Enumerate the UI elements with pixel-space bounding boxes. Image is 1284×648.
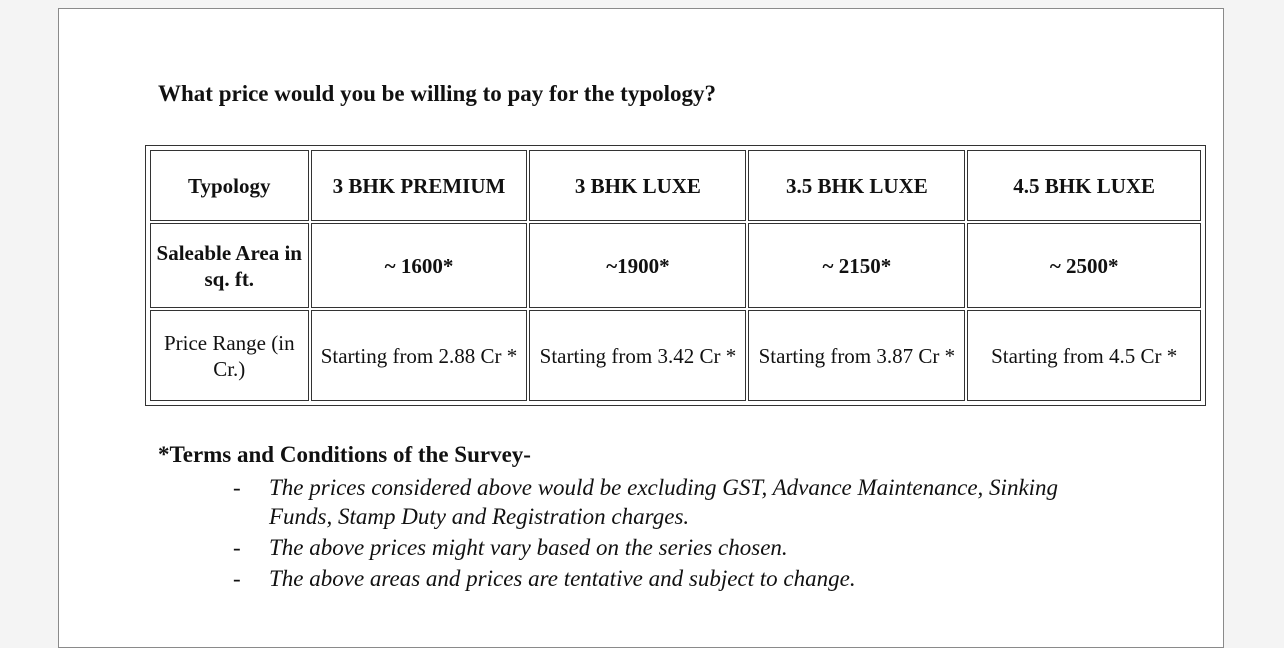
price-cell-4-5bhk-luxe: Starting from 4.5 Cr * bbox=[967, 310, 1201, 401]
bullet-dash: - bbox=[233, 475, 241, 500]
bullet-dash: - bbox=[233, 535, 241, 560]
pricing-table bbox=[148, 148, 1203, 403]
term-text: The prices considered above would be excluding GST, Advance Maintenance, Sinking Funds, Stamp Duty and Registration charges. bbox=[269, 475, 1059, 529]
header-cell-price-range: Price Range (in Cr.) bbox=[150, 310, 309, 401]
area-cell-3bhk-premium: ~ 1600* bbox=[311, 223, 528, 308]
term-text: The above prices might vary based on the series chosen. bbox=[269, 535, 788, 560]
terms-heading: *Terms and Conditions of the Survey- bbox=[158, 442, 531, 467]
area-cell-3bhk-luxe: ~1900* bbox=[529, 223, 746, 308]
table-row-price-range bbox=[150, 310, 1201, 401]
area-cell-3-5bhk-luxe: ~ 2150* bbox=[748, 223, 965, 308]
price-cell-3-5bhk-luxe: Starting from 3.87 Cr * bbox=[748, 310, 965, 401]
list-item bbox=[158, 473, 1158, 531]
price-cell-3bhk-premium: Starting from 2.88 Cr * bbox=[311, 310, 528, 401]
area-cell-4-5bhk-luxe: ~ 2500* bbox=[967, 223, 1201, 308]
price-cell-3bhk-luxe: Starting from 3.42 Cr * bbox=[529, 310, 746, 401]
bullet-dash: - bbox=[233, 566, 241, 591]
terms-list bbox=[158, 473, 1158, 593]
survey-question: What price would you be willing to pay for the typology? bbox=[158, 81, 716, 106]
typology-cell-3bhk-luxe: 3 BHK LUXE bbox=[529, 150, 746, 221]
list-item bbox=[158, 564, 1158, 593]
table-row-saleable-area bbox=[150, 223, 1201, 308]
term-text: The above areas and prices are tentative and subject to change. bbox=[269, 566, 856, 591]
typology-cell-4-5bhk-luxe: 4.5 BHK LUXE bbox=[967, 150, 1201, 221]
pricing-table-frame bbox=[145, 145, 1206, 406]
list-item bbox=[158, 533, 1158, 562]
header-cell-saleable-area: Saleable Area in sq. ft. bbox=[150, 223, 309, 308]
typology-cell-3-5bhk-luxe: 3.5 BHK LUXE bbox=[748, 150, 965, 221]
header-cell-typology: Typology bbox=[150, 150, 309, 221]
document-page bbox=[58, 8, 1224, 648]
terms-section bbox=[158, 441, 1158, 595]
table-row-typology bbox=[150, 150, 1201, 221]
typology-cell-3bhk-premium: 3 BHK PREMIUM bbox=[311, 150, 528, 221]
